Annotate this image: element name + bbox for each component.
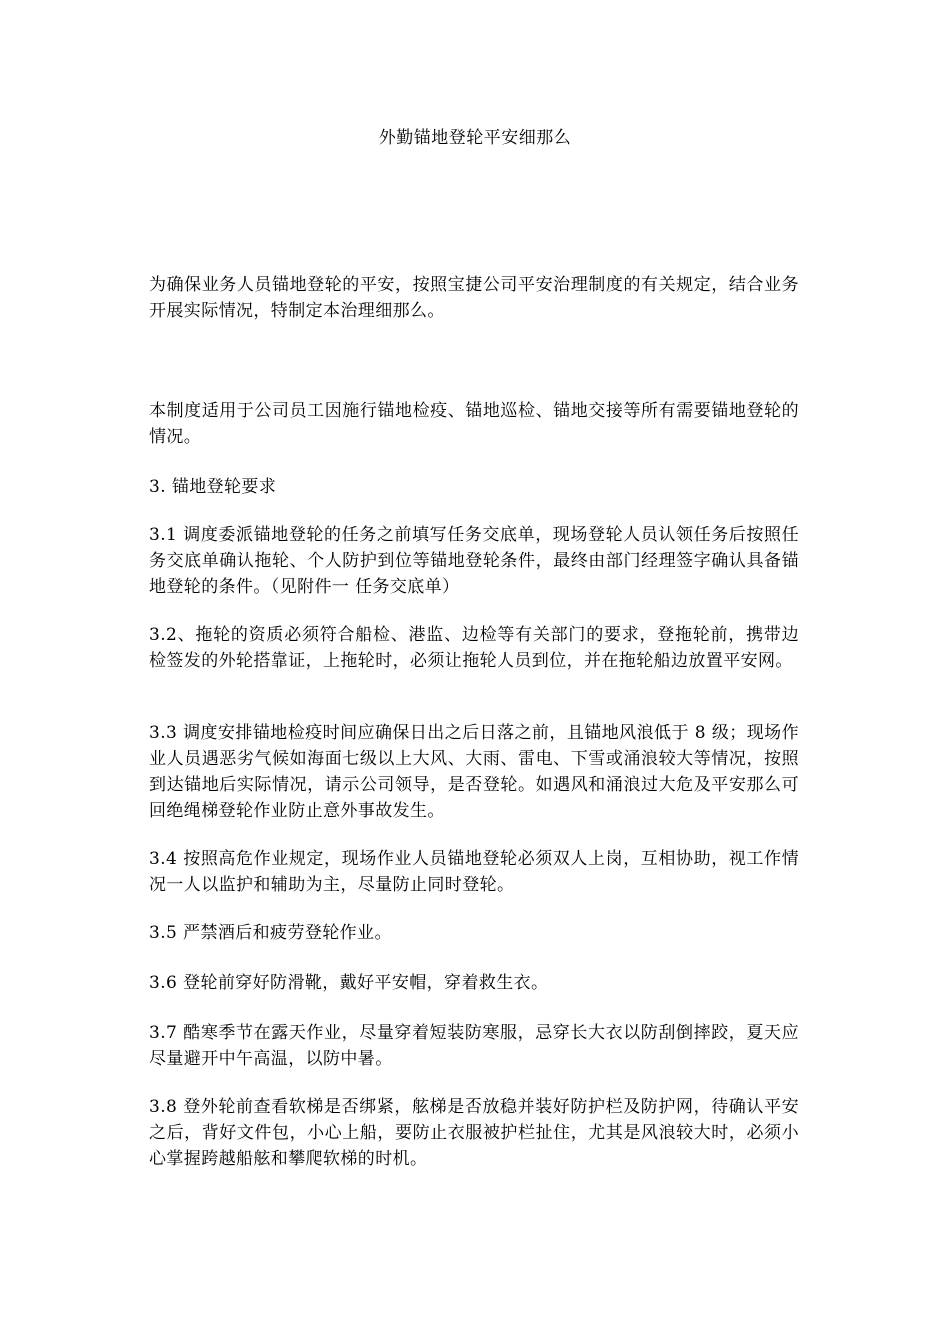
- clause-3-5: 3.5 严禁酒后和疲劳登轮作业。: [149, 923, 392, 943]
- intro-paragraph: 为确保业务人员锚地登轮的平安，按照宝捷公司平安治理制度的有关规定，结合业务开展实际情况，特制定本治理细那么。: [149, 275, 799, 321]
- clause-3-3: 3.3 调度安排锚地检疫时间应确保日出之后日落之前，且锚地风浪低于 8 级；现场作业人员遇恶劣气候如海面七级以上大风、大雨、雷电、下雪或涌浪较大等情况，按照到达锚地后实际情况，请示公司领导，是否登轮。如遇风和涌浪过大危及平安那么可回绝绳梯登轮作业防止意外事故发生。: [149, 723, 799, 821]
- scope-paragraph: 本制度适用于公司员工因施行锚地检疫、锚地巡检、锚地交接等所有需要锚地登轮的情况。: [149, 401, 799, 447]
- clause-3-8: 3.8 登外轮前查看软梯是否绑紧，舷梯是否放稳并装好防护栏及防护网，待确认平安之后，背好文件包，小心上船，要防止衣服被护栏扯住，尤其是风浪较大时，必须小心掌握跨越船舷和攀爬软梯的时机。: [149, 1097, 799, 1169]
- clause-3-2: 3.2、拖轮的资质必须符合船检、港监、边检等有关部门的要求，登拖轮前，携带边检签发的外轮搭靠证，上拖轮时，必须让拖轮人员到位，并在拖轮船边放置平安网。: [149, 625, 799, 671]
- clause-3-7: 3.7 酷寒季节在露天作业，尽量穿着短装防寒服，忌穿长大衣以防刮倒摔跤，夏天应尽量避开中午高温，以防中暑。: [149, 1023, 799, 1069]
- clause-3-1: 3.1 调度委派锚地登轮的任务之前填写任务交底单，现场登轮人员认领任务后按照任务交底单确认拖轮、个人防护到位等锚地登轮条件，最终由部门经理签字确认具备锚地登轮的条件。（见附件一 任务交底单）: [149, 525, 799, 597]
- clause-3-4: 3.4 按照高危作业规定，现场作业人员锚地登轮必须双人上岗，互相协助，视工作情况一人以监护和辅助为主，尽量防止同时登轮。: [149, 849, 799, 895]
- section-heading: 3. 锚地登轮要求: [149, 477, 277, 497]
- clause-3-6: 3.6 登轮前穿好防滑靴，戴好平安帽，穿着救生衣。: [149, 973, 549, 993]
- document-title: 外勤锚地登轮平安细那么: [378, 128, 572, 148]
